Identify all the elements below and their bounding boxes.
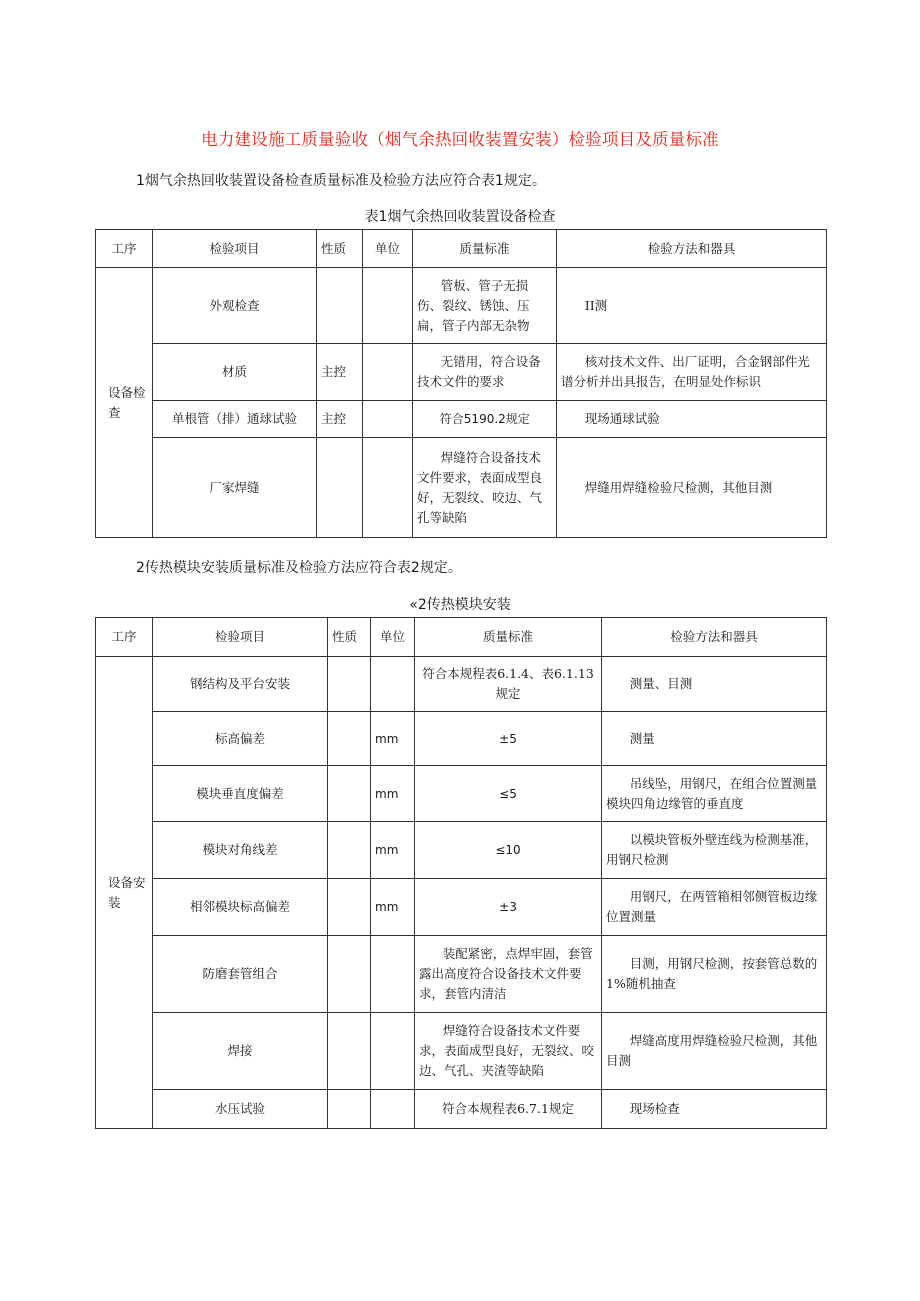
table2-unit <box>371 657 415 712</box>
table1-item: 单根管（排）通球试验 <box>153 401 317 438</box>
table2-item: 模块垂直度偏差 <box>153 766 328 822</box>
table2-header-unit: 单位 <box>371 618 415 657</box>
table2-unit: mm <box>371 712 415 766</box>
table2-nature <box>328 1090 371 1129</box>
table2-header-process: 工序 <box>96 618 153 657</box>
table2-standard: ±5 <box>415 712 602 766</box>
table2-unit: mm <box>371 766 415 822</box>
table2-item: 钢结构及平台安装 <box>153 657 328 712</box>
table2-unit <box>371 1013 415 1090</box>
table2-standard: ±3 <box>415 879 602 936</box>
table1-header-standard: 质量标准 <box>413 230 557 268</box>
table1-unit <box>363 401 413 438</box>
table-row <box>96 1090 827 1129</box>
table1-nature <box>317 268 363 344</box>
table1-header-nature: 性质 <box>317 230 363 268</box>
table2-nature <box>328 766 371 822</box>
table2-standard: 焊缝符合设备技术文件要求，表面成型良好，无裂纹、咬边、气孔、夹渣等缺陷 <box>415 1013 602 1090</box>
table-row <box>96 401 827 438</box>
table1-item: 材质 <box>153 344 317 401</box>
table2-item: 标高偏差 <box>153 712 328 766</box>
table2-caption: «2传热模块安装 <box>409 597 511 613</box>
section2-text: 2传热模块安装质量标准及检验方法应符合表2规定。 <box>136 560 462 576</box>
table2-method: 以模块管板外壁连线为检测基准，用钢尺检测 <box>602 822 827 879</box>
table-row <box>96 879 827 936</box>
table2-nature <box>328 822 371 879</box>
table2-nature <box>328 657 371 712</box>
table1-header-process: 工序 <box>96 230 153 268</box>
table1-header-item: 检验项目 <box>153 230 317 268</box>
table1-nature: 主控 <box>317 344 363 401</box>
table-row <box>96 657 827 712</box>
table-row <box>96 268 827 344</box>
table1-item: 厂家焊缝 <box>153 438 317 538</box>
table2-process-cell: 设备安装 <box>96 657 153 1129</box>
table-row <box>96 822 827 879</box>
table2-method: 测量 <box>602 712 827 766</box>
table2-method: 焊缝高度用焊缝检验尺检测，其他目测 <box>602 1013 827 1090</box>
table1-nature: 主控 <box>317 401 363 438</box>
table1-unit <box>363 268 413 344</box>
table2-item: 相邻模块标高偏差 <box>153 879 328 936</box>
table2-header-nature: 性质 <box>328 618 371 657</box>
table2-method: 目测，用钢尺检测，按套管总数的1%随机抽查 <box>602 936 827 1013</box>
table2-item: 模块对角线差 <box>153 822 328 879</box>
table1-nature <box>317 438 363 538</box>
table2-nature <box>328 936 371 1013</box>
table2-header-item: 检验项目 <box>153 618 328 657</box>
table2-standard: ≤5 <box>415 766 602 822</box>
table-row <box>96 712 827 766</box>
table2-method: 现场检查 <box>602 1090 827 1129</box>
table1-standard: 管板、管子无损伤、裂纹、锈蚀、压扁，管子内部无杂物 <box>413 268 557 344</box>
table1-unit <box>363 438 413 538</box>
document-title: 电力建设施工质量验收（烟气余热回收装置安装）检验项目及质量标准 <box>201 130 719 149</box>
table1-header-row <box>96 230 827 268</box>
table1-standard: 焊缝符合设备技术文件要求，表面成型良好，无裂纹、咬边、气孔等缺陷 <box>413 438 557 538</box>
table2-header-standard: 质量标准 <box>415 618 602 657</box>
table2-standard: 符合本规程表6.7.1规定 <box>415 1090 602 1129</box>
table2-item: 焊接 <box>153 1013 328 1090</box>
table1-unit <box>363 344 413 401</box>
table1-process-cell: 设备检查 <box>96 268 153 538</box>
table1-header-method: 检验方法和器具 <box>557 230 827 268</box>
table1-standard: 无错用，符合设备技术文件的要求 <box>413 344 557 401</box>
table-row <box>96 1013 827 1090</box>
table2-unit: mm <box>371 879 415 936</box>
table2-item: 水压试验 <box>153 1090 328 1129</box>
table1-method: 现场通球试验 <box>557 401 827 438</box>
table1-method: II测 <box>557 268 827 344</box>
table2-unit <box>371 1090 415 1129</box>
table2-nature <box>328 879 371 936</box>
table2-method: 吊线坠，用钢尺，在组合位置测量模块四角边缘管的垂直度 <box>602 766 827 822</box>
table1-method: 焊缝用焊缝检验尺检测，其他目测 <box>557 438 827 538</box>
table2-unit: mm <box>371 822 415 879</box>
table-row <box>96 936 827 1013</box>
table2-header-method: 检验方法和器具 <box>602 618 827 657</box>
table2-header-row <box>96 618 827 657</box>
table2-standard: 符合本规程表6.1.4、表6.1.13规定 <box>415 657 602 712</box>
table2 <box>95 617 827 1129</box>
table2-standard: ≤10 <box>415 822 602 879</box>
table1-method: 核对技术文件、出厂证明，合金钢部件光谱分析并出具报告，在明显处作标识 <box>557 344 827 401</box>
table-row <box>96 438 827 538</box>
table-row <box>96 766 827 822</box>
table2-unit <box>371 936 415 1013</box>
table-row <box>96 344 827 401</box>
table1 <box>95 229 827 538</box>
table1-caption: 表1烟气余热回收装置设备检查 <box>364 209 556 225</box>
table2-method: 测量、目测 <box>602 657 827 712</box>
table2-nature <box>328 1013 371 1090</box>
table2-nature <box>328 712 371 766</box>
section1-text: 1烟气余热回收装置设备检查质量标准及检验方法应符合表1规定。 <box>136 173 546 189</box>
table2-method: 用钢尺，在两管箱相邻侧管板边缘位置测量 <box>602 879 827 936</box>
table1-standard: 符合5190.2规定 <box>413 401 557 438</box>
table1-header-unit: 单位 <box>363 230 413 268</box>
table2-standard: 装配紧密，点焊牢固，套管露出高度符合设备技术文件要求，套管内清洁 <box>415 936 602 1013</box>
table2-item: 防磨套管组合 <box>153 936 328 1013</box>
table1-item: 外观检查 <box>153 268 317 344</box>
